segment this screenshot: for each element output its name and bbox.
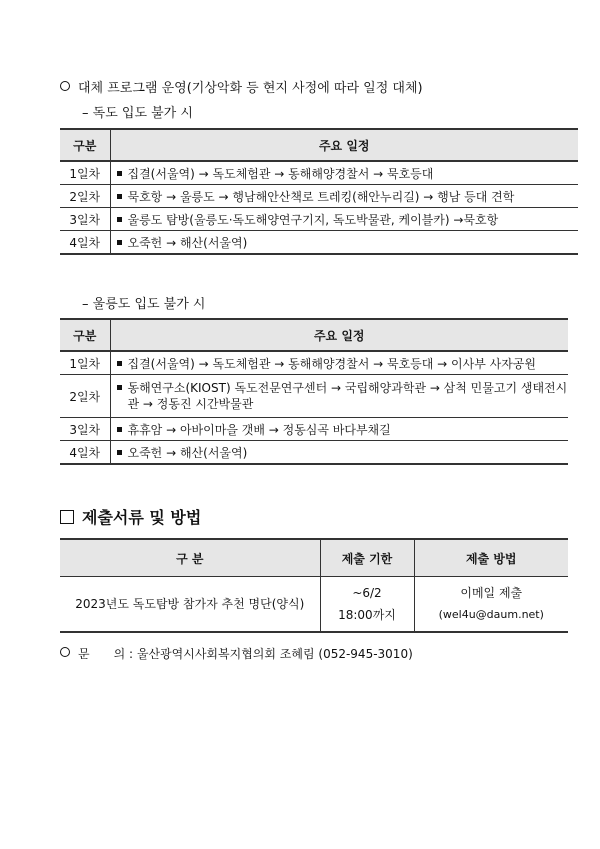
header-deadline: 제출 기한 (320, 539, 414, 577)
submission-heading: 제출서류 및 방법 (60, 505, 201, 528)
table-row: 4일차 오죽헌 → 해산(서울역) (60, 441, 568, 465)
table-header-row (60, 319, 568, 351)
schedule-table-dokdo (60, 128, 578, 255)
contact-line: 문 의 : 울산광역시사회복지협의회 조혜림 (052-945-3010) (60, 645, 413, 662)
circle-bullet-icon (60, 81, 70, 91)
circle-bullet-icon (60, 647, 70, 657)
square-bullet-icon (117, 194, 122, 199)
header-day: 구분 (60, 319, 110, 351)
table-row: 3일차 울릉도 탐방(울릉도·독도해양연구기지, 독도박물관, 케이블카) →묵호항 (60, 208, 578, 231)
square-bullet-icon (117, 217, 122, 222)
header-category: 구 분 (60, 539, 320, 577)
header-desc: 주요 일정 (110, 319, 568, 351)
square-bullet-icon (117, 385, 122, 390)
table-header-row (60, 129, 578, 161)
schedule-table-ulleungdo (60, 318, 568, 465)
table-row: 1일차 집결(서울역) → 독도체험관 → 동해해양경찰서 → 묵호등대 → 이사부 사자공원 (60, 351, 568, 375)
submission-method: 이메일 제출 (wel4u@daum.net) (414, 577, 568, 633)
table-row (60, 577, 568, 633)
square-bullet-icon (117, 171, 122, 176)
square-bullet-icon (117, 361, 122, 366)
table-row: 1일차 집결(서울역) → 독도체험관 → 동해해양경찰서 → 묵호등대 (60, 161, 578, 185)
table-row: 3일차 휴휴암 → 아바이마을 갯배 → 정동심곡 바다부채길 (60, 418, 568, 441)
case2-title: – 울릉도 입도 불가 시 (82, 297, 206, 312)
header-day: 구분 (60, 129, 110, 161)
submission-document: 2023년도 독도탐방 참가자 추천 명단(양식) (60, 577, 320, 633)
table-row: 2일차 묵호항 → 울릉도 → 행남해안산책로 트레킹(해안누리길) → 행남 등대 견학 (60, 185, 578, 208)
submission-deadline: ~6/2 18:00까지 (320, 577, 414, 633)
table-header-row (60, 539, 568, 577)
square-bullet-icon (117, 450, 122, 455)
square-bullet-icon (117, 427, 122, 432)
table-row: 4일차 오죽헌 → 해산(서울역) (60, 231, 578, 255)
header-desc: 주요 일정 (110, 129, 578, 161)
header-method: 제출 방법 (414, 539, 568, 577)
table-row: 2일차 동해연구소(KIOST) 독도전문연구센터 → 국립해양과학관 → 삼척 민물고기 생태전시관 → 정동진 시간박물관 (60, 375, 568, 418)
square-bullet-icon (117, 240, 122, 245)
case1-title: – 독도 입도 불가 시 (82, 106, 193, 121)
checkbox-square-icon (60, 510, 74, 524)
alt-program-heading: 대체 프로그램 운영(기상악화 등 현지 사정에 따라 일정 대체) (60, 77, 423, 96)
submission-table (60, 538, 568, 633)
